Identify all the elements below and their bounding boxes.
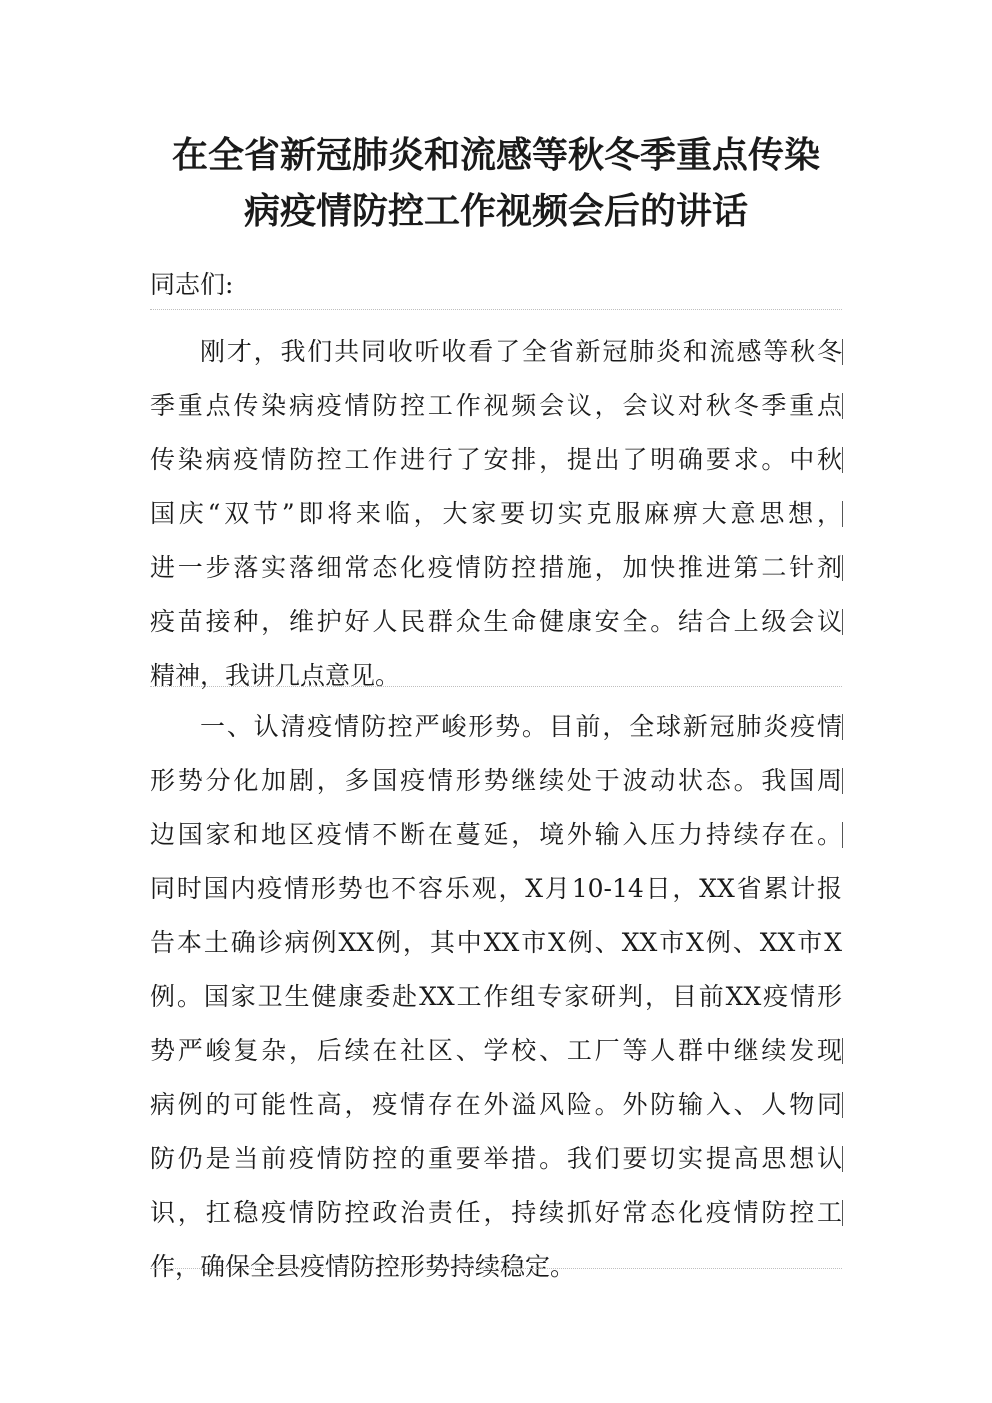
salutation: 同志们: xyxy=(150,270,234,299)
line-end-mark xyxy=(842,1146,843,1172)
paragraph-1 xyxy=(150,325,842,703)
paragraph-divider xyxy=(150,686,842,687)
line-end-mark xyxy=(842,1092,843,1118)
paragraph-2-line: 防仍是当前疫情防控的重要举措。我们要切实提高思想认 xyxy=(150,1144,842,1173)
line-end-mark xyxy=(842,555,843,581)
line-end-mark xyxy=(842,1200,843,1226)
paragraph-2-line: 同时国内疫情形势也不容乐观，X月10-14日，XX省累计报 xyxy=(150,874,842,903)
paragraph-1-line: 疫苗接种，维护好人民群众生命健康安全。结合上级会议 xyxy=(150,607,842,636)
paragraph-2-line: 告本土确诊病例XX例，其中XX市X例、XX市X例、XX市X xyxy=(150,928,842,957)
paragraph-1-line: 精神，我讲几点意见。 xyxy=(150,661,401,690)
paragraph-1-line: 季重点传染病疫情防控工作视频会议，会议对秋冬季重点 xyxy=(150,391,842,420)
paragraph-2-line: 作，确保全县疫情防控形势持续稳定。 xyxy=(150,1252,576,1281)
document-title-line-1: 在全省新冠肺炎和流感等秋冬季重点传染 xyxy=(171,134,820,176)
paragraph-2-line: 例。国家卫生健康委赴XX工作组专家研判，目前XX疫情形 xyxy=(150,982,842,1011)
line-end-mark xyxy=(842,1038,843,1064)
line-end-mark xyxy=(842,339,843,365)
line-end-mark xyxy=(842,447,843,473)
paragraph-2 xyxy=(150,700,842,1294)
line-end-mark xyxy=(842,609,843,635)
line-end-mark xyxy=(842,768,843,794)
line-end-mark xyxy=(842,501,843,527)
paragraph-1-line: 刚才，我们共同收听收看了全省新冠肺炎和流感等秋冬 xyxy=(200,337,842,366)
paragraph-2-line: 形势分化加剧，多国疫情形势继续处于波动状态。我国周 xyxy=(150,766,842,795)
paragraph-2-line: 边国家和地区疫情不断在蔓延，境外输入压力持续存在。 xyxy=(150,820,842,849)
paragraph-2-line: 病例的可能性高，疫情存在外溢风险。外防输入、人物同 xyxy=(150,1090,842,1119)
paragraph-2-line: 一、认清疫情防控严峻形势。目前，全球新冠肺炎疫情 xyxy=(200,712,842,741)
line-end-mark xyxy=(842,393,843,419)
paragraph-2-line: 识，扛稳疫情防控政治责任，持续抓好常态化疫情防控工 xyxy=(150,1198,842,1227)
paragraph-1-line: 国庆“双节”即将来临，大家要切实克服麻痹大意思想， xyxy=(150,499,842,528)
paragraph-1-line: 进一步落实落细常态化疫情防控措施，加快推进第二针剂 xyxy=(150,553,842,582)
document-title-line-2: 病疫情防控工作视频会后的讲话 xyxy=(243,190,748,232)
paragraph-divider xyxy=(150,1268,842,1269)
line-end-mark xyxy=(842,714,843,740)
line-end-mark xyxy=(842,822,843,848)
paragraph-1-line: 传染病疫情防控工作进行了安排，提出了明确要求。中秋 xyxy=(150,445,842,474)
paragraph-2-line: 势严峻复杂，后续在社区、学校、工厂等人群中继续发现 xyxy=(150,1036,842,1065)
paragraph-divider xyxy=(150,309,842,310)
